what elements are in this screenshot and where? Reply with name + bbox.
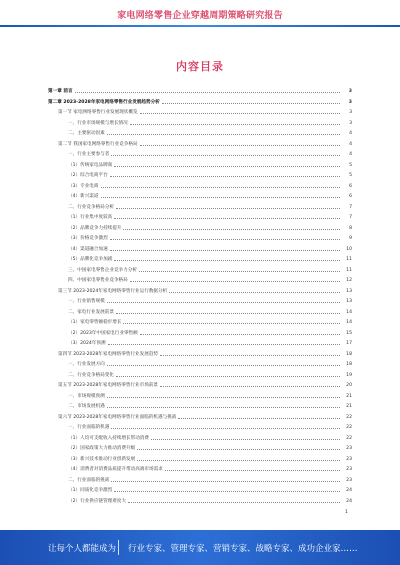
toc-entry[interactable]	[48, 464, 352, 472]
toc-entry-page: 18	[346, 351, 352, 357]
toc-leader-dots	[114, 491, 340, 492]
toc-entry[interactable]	[48, 307, 352, 315]
toc-entry[interactable]	[48, 128, 352, 136]
toc-entry-title: 二、家电行业发展前景	[68, 309, 114, 315]
toc-entry-page: 23	[346, 446, 352, 451]
toc-leader-dots	[160, 355, 340, 356]
toc-entry-page: 8	[349, 225, 352, 231]
toc-entry-title: （2）品牌竞争力持续提升	[68, 225, 122, 231]
toc-entry-page: 13	[346, 288, 352, 294]
toc-entry[interactable]	[48, 286, 352, 294]
toc-entry[interactable]	[48, 433, 352, 441]
toc-entry[interactable]	[48, 475, 352, 483]
toc-entry[interactable]	[48, 212, 352, 220]
toc-leader-dots	[111, 481, 340, 482]
toc-entry[interactable]	[48, 359, 352, 367]
toc-entry[interactable]	[48, 454, 352, 462]
table-of-contents	[48, 86, 352, 512]
toc-leader-dots	[111, 155, 340, 156]
toc-leader-dots	[123, 323, 340, 324]
toc-entry[interactable]	[48, 496, 352, 504]
toc-entry-title: 二、行业面临的挑战	[68, 477, 110, 483]
toc-heading: 内容目录	[176, 60, 224, 73]
toc-leader-dots	[110, 250, 340, 251]
toc-entry[interactable]	[48, 181, 352, 189]
toc-leader-dots	[162, 103, 340, 104]
toc-entry-page: 22	[346, 425, 352, 430]
toc-leader-dots	[139, 271, 340, 272]
toc-entry-page: 14	[346, 320, 352, 325]
footer-banner	[0, 530, 400, 565]
page-header	[0, 0, 400, 26]
toc-entry-title: 一、行业市场规模与增长情况	[68, 120, 128, 126]
toc-leader-dots	[140, 145, 340, 146]
toc-leader-dots	[160, 386, 340, 387]
toc-leader-dots	[130, 124, 340, 125]
toc-leader-dots	[116, 376, 340, 377]
toc-leader-dots	[101, 197, 341, 198]
toc-entry-title: （3）2024年预测	[68, 341, 106, 346]
toc-leader-dots	[114, 218, 340, 219]
toc-entry-page: 23	[346, 467, 352, 472]
toc-entry-page: 13	[346, 299, 352, 304]
toc-leader-dots	[123, 229, 340, 230]
toc-leader-dots	[114, 260, 340, 261]
toc-leader-dots	[165, 470, 340, 471]
toc-entry[interactable]	[48, 422, 352, 430]
toc-entry-page: 9	[349, 236, 352, 241]
toc-leader-dots	[137, 460, 340, 461]
toc-entry[interactable]	[48, 97, 352, 105]
toc-entry-title: （1）行业集中度较高	[68, 215, 113, 220]
toc-entry[interactable]	[48, 86, 352, 94]
toc-entry[interactable]	[48, 233, 352, 241]
toc-entry[interactable]	[48, 370, 352, 378]
toc-entry-title: 第五节 2023-2028年家电网络零售行业市场前景	[58, 383, 159, 388]
toc-entry-page: 15	[346, 330, 352, 336]
toc-entry[interactable]	[48, 391, 352, 399]
toc-entry-title: （2）国家政策大力推动消费升级	[68, 446, 136, 451]
toc-leader-dots	[140, 113, 340, 114]
toc-entry-title: （4）消费者对消费品质提升带动高端市场需求	[68, 467, 163, 472]
toc-leader-dots	[111, 428, 340, 429]
toc-entry-title: （3）新兴技术推动行业创新发展	[68, 456, 136, 462]
toc-leader-dots	[114, 166, 340, 167]
toc-leader-dots	[130, 281, 340, 282]
toc-entry-page: 6	[349, 194, 352, 199]
toc-leader-dots	[116, 208, 340, 209]
toc-entry-page: 6	[349, 183, 352, 189]
toc-leader-dots	[151, 439, 340, 440]
toc-entry-title: （2）综合电商平台	[68, 173, 108, 178]
toc-entry[interactable]	[48, 296, 352, 304]
toc-entry[interactable]	[48, 107, 352, 115]
toc-entry-title: （1）人均可支配收入持续增长带动消费	[68, 435, 150, 441]
toc-entry[interactable]	[48, 380, 352, 388]
toc-entry[interactable]	[48, 149, 352, 157]
toc-leader-dots	[107, 134, 340, 135]
toc-entry-page: 3	[348, 99, 352, 105]
toc-entry-page: 7	[349, 204, 352, 210]
toc-entry[interactable]	[48, 275, 352, 283]
toc-entry-title: 一、行业面临的机遇	[68, 425, 110, 430]
toc-leader-dots	[110, 239, 340, 240]
toc-entry-page: 3	[348, 89, 352, 94]
toc-entry-page: 24	[346, 488, 352, 493]
toc-leader-dots	[178, 418, 340, 419]
toc-entry-title: 二、主要驱动因素	[68, 131, 105, 136]
toc-leader-dots	[169, 292, 340, 293]
toc-entry-page: 3	[349, 110, 352, 115]
toc-entry-title: 第一章 前言	[48, 89, 73, 94]
toc-entry[interactable]	[48, 443, 352, 451]
toc-entry-title: 二、行业竞争格局变化	[68, 372, 114, 378]
toc-entry[interactable]	[48, 349, 352, 357]
toc-leader-dots	[107, 365, 340, 366]
toc-entry-page: 21	[346, 393, 352, 399]
toc-entry-title: （2）行业供应链管理难度大	[68, 498, 127, 504]
toc-leader-dots	[128, 502, 340, 503]
toc-entry-title: 一、行业发展方向	[68, 362, 105, 367]
toc-entry-page: 18	[346, 362, 352, 367]
toc-entry-page: 4	[349, 131, 352, 136]
toc-entry[interactable]	[48, 170, 352, 178]
toc-entry-page: 14	[346, 309, 352, 315]
toc-entry[interactable]	[48, 485, 352, 493]
toc-entry-title: （4）渠道融合加速	[68, 246, 108, 252]
toc-entry-title: 三、中国家电零售企业竞争力分析	[68, 267, 137, 273]
toc-entry-title: （1）同质化竞争激烈	[68, 488, 113, 493]
toc-entry-title: （1）家电零售额稳步增长	[68, 320, 122, 325]
toc-leader-dots	[107, 407, 340, 408]
toc-entry[interactable]	[48, 338, 352, 346]
toc-entry-title: 第一节 家电网络零售行业发展现状概览	[58, 110, 138, 115]
toc-entry-page: 23	[346, 456, 352, 462]
footer-slogan-right: 行业专家、管理专家、营销专家、战略专家、成功企业家……	[128, 544, 358, 554]
footer-slogan-left: 让每个人都能成为	[48, 544, 117, 554]
toc-entry[interactable]	[48, 328, 352, 336]
toc-entry[interactable]	[48, 160, 352, 168]
toc-entry-page: 23	[346, 477, 352, 483]
toc-entry-page: 24	[346, 498, 352, 504]
toc-entry[interactable]	[48, 191, 352, 199]
toc-leader-dots	[75, 92, 340, 93]
toc-entry-title: 第三节 2023-2024年家电网络零售行业运行数据分析	[58, 288, 168, 294]
toc-entry-title: 一、行业主要参与者	[68, 152, 110, 157]
toc-entry-title: 二、市场发展机遇	[68, 404, 105, 409]
toc-entry-page: 10	[346, 246, 352, 252]
toc-leader-dots	[140, 334, 340, 335]
toc-entry-page: 5	[349, 173, 352, 178]
toc-entry[interactable]	[48, 317, 352, 325]
toc-entry-title: 二、行业竞争格局分析	[68, 204, 114, 210]
header-divider	[0, 25, 400, 27]
toc-entry-page: 21	[346, 404, 352, 409]
toc-entry[interactable]	[48, 118, 352, 126]
toc-entry-title: （3）价格竞争激烈	[68, 236, 108, 241]
toc-entry-page: 11	[346, 267, 352, 273]
toc-entry-page: 4	[349, 141, 352, 147]
toc-entry-page: 7	[349, 215, 352, 220]
toc-entry[interactable]	[48, 223, 352, 231]
toc-entry-title: （5）品牌化竞争加剧	[68, 257, 113, 262]
toc-entry[interactable]	[48, 139, 352, 147]
toc-entry-page: 20	[346, 383, 352, 388]
toc-entry-title: （1）传统家电品牌商	[68, 162, 113, 168]
footer-separator	[118, 540, 119, 555]
toc-leader-dots	[116, 313, 340, 314]
toc-leader-dots	[107, 397, 340, 398]
toc-entry-title: （2）2023年中国家电行业零售额	[68, 330, 138, 336]
toc-entry-title: 第四节 2023-2028年家电网络零售行业发展趋势	[58, 351, 159, 357]
toc-entry-page: 12	[346, 278, 352, 283]
toc-entry-title: 一、行业销售规模	[68, 299, 105, 304]
page-number: 1	[345, 510, 348, 515]
toc-entry-page: 19	[346, 372, 352, 378]
toc-entry-title: （4）新兴渠道	[68, 194, 99, 199]
toc-leader-dots	[101, 187, 341, 188]
toc-entry-title: 一、市场规模预测	[68, 393, 105, 399]
toc-entry-page: 3	[349, 120, 352, 126]
toc-entry[interactable]	[48, 202, 352, 210]
toc-entry-page: 4	[349, 152, 352, 157]
toc-entry[interactable]	[48, 244, 352, 252]
toc-leader-dots	[107, 302, 340, 303]
report-title: 家电网络零售企业穿越周期策略研究报告	[117, 11, 283, 21]
toc-entry-title: （3）专业电商	[68, 183, 99, 189]
toc-entry-page: 22	[346, 435, 352, 441]
toc-entry-page: 11	[346, 257, 352, 262]
toc-entry-title: 第二节 我国家电网络零售行业竞争格局	[58, 141, 138, 147]
toc-leader-dots	[137, 449, 340, 450]
toc-entry[interactable]	[48, 254, 352, 262]
toc-entry[interactable]	[48, 401, 352, 409]
toc-entry[interactable]	[48, 412, 352, 420]
toc-leader-dots	[110, 176, 340, 177]
toc-entry-page: 22	[346, 414, 352, 420]
toc-leader-dots	[108, 344, 340, 345]
toc-entry-page: 5	[349, 162, 352, 168]
toc-entry-title: 第六节 2023-2028年家电网络零售行业面临的机遇与挑战	[58, 414, 177, 420]
toc-entry[interactable]	[48, 265, 352, 273]
toc-entry-title: 第二章 2023-2028年家电网络零售行业发展趋势分析	[48, 99, 160, 105]
toc-entry-page: 17	[346, 341, 352, 346]
toc-entry-title: 四、中国家电零售业竞争格局	[68, 278, 128, 283]
